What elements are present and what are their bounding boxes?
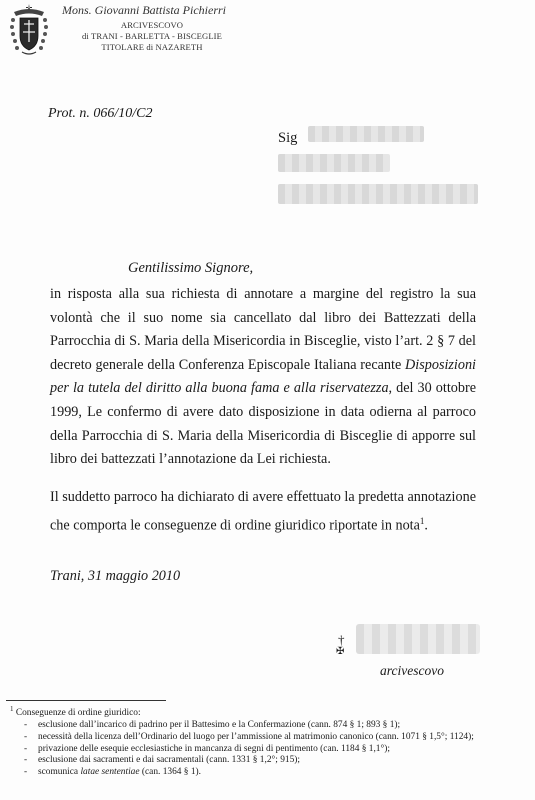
list-dash: - bbox=[24, 743, 28, 754]
paragraph-2-text: Il suddetto parroco ha dichiarato di avere effettuato la predetta annotazione che comporta le conseguenze di ordine giuridico riportate in nota bbox=[50, 489, 476, 534]
footnote-list bbox=[10, 720, 525, 779]
footnote-heading-text: Conseguenze di ordine giuridico: bbox=[15, 708, 141, 719]
footnote bbox=[10, 704, 525, 779]
list-dash: - bbox=[24, 755, 28, 766]
footnote-item bbox=[10, 732, 525, 744]
redacted-recipient-name bbox=[308, 126, 424, 142]
signature-cross-icon: † bbox=[338, 632, 345, 647]
body-paragraph-2 bbox=[50, 486, 476, 538]
footnote-item-text: necessità della licenza dell’Ordinario del luogo per l’ammissione al matrimonio canonico (cann. 1071 § 1,5°; 1124); bbox=[38, 731, 474, 742]
paragraph-2-end: . bbox=[424, 517, 428, 534]
paragraph-1-start: in risposta alla sua richiesta di annotare a margine del registro la sua volontà che il suo nome sia cancellato dal libro dei Battezzati della Parrocchia di S. Maria della Misericordia in Bisceglie, visto l’art. 2 § 7 del decreto generale della Conferenza Episcopale Italiana recante bbox=[50, 286, 476, 373]
list-dash: - bbox=[24, 731, 28, 742]
redacted-recipient-city-line bbox=[278, 184, 478, 204]
paragraph-1-end: , del 30 ottobre 1999, Le confermo di avere dato disposizione in data odierna al parroco della Parrocchia di S. Maria della Misericordia di Bisceglie di apporre sul libro dei battezzati l’annotazione da Lei richiesta. bbox=[50, 380, 476, 468]
salutation: Gentilissimo Signore, bbox=[128, 260, 254, 276]
coat-of-arms-icon bbox=[8, 2, 50, 60]
letterhead-line: TITOLARE di NAZARETH bbox=[101, 42, 203, 52]
footnote-heading bbox=[10, 704, 525, 720]
redacted-signature bbox=[356, 624, 480, 654]
letterhead-titles bbox=[82, 20, 222, 53]
footnote-reference: 1 bbox=[419, 515, 425, 526]
footnote-item-italic: latae sententiae bbox=[80, 767, 140, 778]
letterhead-line: ARCIVESCOVO bbox=[120, 20, 184, 30]
decree-title: Disposizioni per la tutela del diritto alla buona fama e alla riservatezza bbox=[50, 356, 476, 397]
body-paragraph-1 bbox=[50, 283, 476, 472]
footnote-number: 1 bbox=[10, 705, 14, 713]
list-dash: - bbox=[24, 719, 28, 730]
episcopal-cross-icon: ✠ bbox=[336, 646, 345, 657]
footnote-item-text: privazione delle esequie ecclesiastiche in mancanza di segni di pentimento (can. 1184 § 1,1°); bbox=[38, 743, 390, 754]
protocol-number: Prot. n. 066/10/C2 bbox=[48, 106, 153, 121]
list-dash: - bbox=[24, 767, 28, 778]
footnote-item-text: scomunica bbox=[38, 767, 81, 778]
footnote-item-text-end: (can. 1364 § 1). bbox=[139, 767, 201, 778]
letterhead-line: di TRANI - BARLETTA - BISCEGLIE bbox=[82, 31, 222, 41]
letterhead-name: Mons. Giovanni Battista Pichierri bbox=[62, 3, 226, 17]
signature-title: arcivescovo bbox=[380, 663, 444, 678]
footnote-item bbox=[10, 720, 525, 732]
footnote-item-text: esclusione dai sacramenti e dai sacramentali (cann. 1331 § 1,2°; 915); bbox=[38, 755, 300, 766]
letter-date: Trani, 31 maggio 2010 bbox=[50, 568, 181, 584]
footnote-item-text: esclusione dall’incarico di padrino per il Battesimo e la Confermazione (cann. 874 § 1; 893 § 1); bbox=[38, 719, 401, 730]
footnote-divider bbox=[6, 700, 166, 701]
footnote-item bbox=[10, 767, 525, 779]
redacted-recipient-address-line bbox=[278, 154, 390, 172]
recipient-label: Sig bbox=[278, 130, 298, 146]
footnote-item bbox=[10, 755, 525, 767]
footnote-item bbox=[10, 744, 525, 756]
